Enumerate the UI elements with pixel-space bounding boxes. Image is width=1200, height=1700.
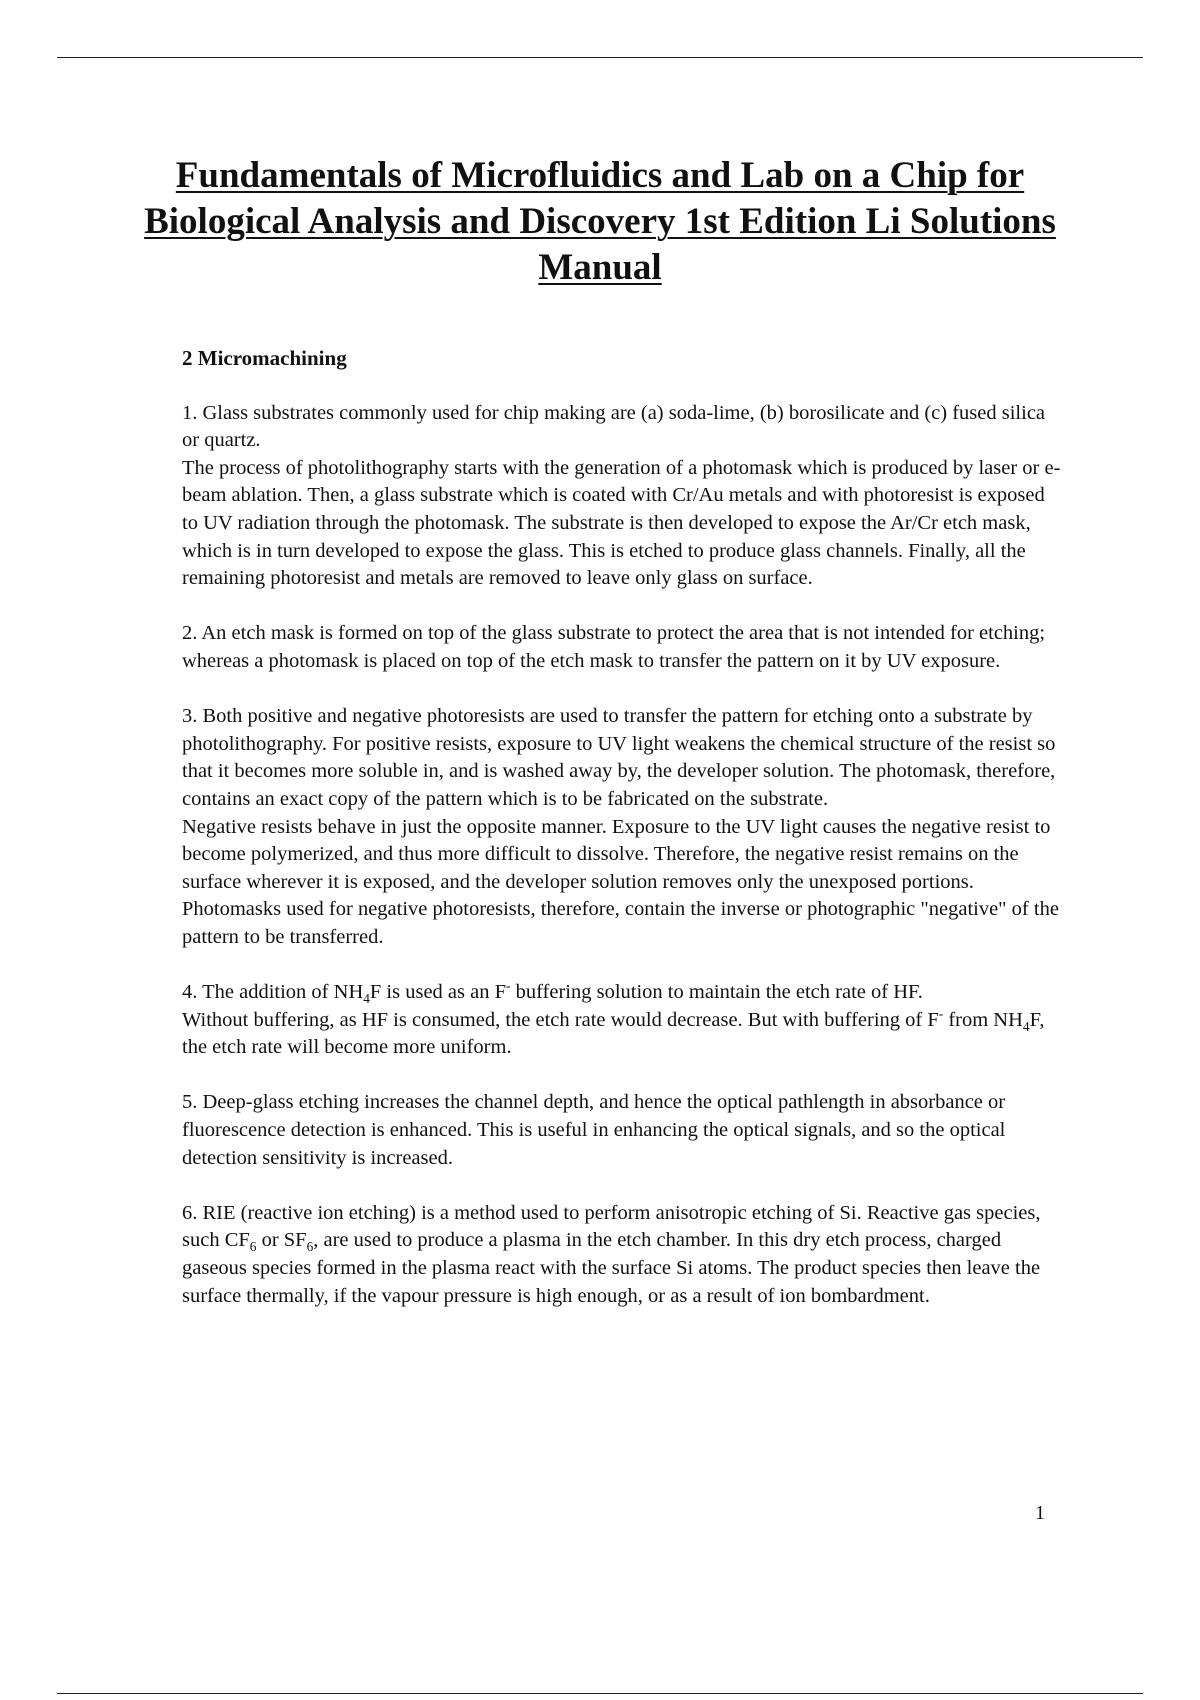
answer-6 [182,1200,1062,1310]
bottom-rule [57,1693,1143,1694]
answer-3 [182,703,1062,951]
answer-4 [182,979,1062,1062]
text-run: 6. RIE (reactive ion etching) is a method used to perform anisotropic etching of Si. Reactive gas species, such CF [182,1201,1041,1252]
superscript: - [938,1005,944,1021]
superscript: - [506,978,511,994]
answer-5: 5. Deep-glass etching increases the channel depth, and hence the optical pathlength in absorbance or fluorescence detection is enhanced. This is useful in enhancing the optical signals, and so the optical detection sensitivity is increased. [182,1091,1006,1169]
subscript: 6 [306,1239,314,1255]
text-run: F, the etch rate will become more uniform. [182,1008,1045,1059]
answer-4-line-1 [182,979,1062,1007]
subscript: 6 [249,1239,257,1255]
answer-2: 2. An etch mask is formed on top of the glass substrate to protect the area that is not intended for etching; whereas a photomask is placed on top of the etch mask to transfer the pattern on it by UV exposure. [182,622,1046,672]
answer-3-positive: 3. Both positive and negative photoresists are used to transfer the pattern for etching onto a substrate by photolithography. For positive resists, exposure to UV light weakens the chemical structure of the resist so that it becomes more soluble in, and is washed away by, the developer solution. The photomask, therefore, contains an exact copy of the pattern which is to be fabricated on the substrate. [182,705,1056,810]
answer-1-intro: 1. Glass substrates commonly used for chip making are (a) soda-lime, (b) borosilicate and (c) fused silica or quartz. [182,401,1046,452]
text-run: , are used to produce a plasma in the etch chamber. In this dry etch process, charged gaseous species formed in the plasma react with the surface Si atoms. The product species then leave the surface thermally, if the vapour pressure is high enough, or as a result of ion bombardment. [182,1229,1041,1307]
subscript: 4 [1022,1018,1030,1034]
top-rule [57,57,1143,58]
page-number: 1 [1035,1502,1045,1524]
text-run: Without buffering, as HF is consumed, the etch rate would decrease. But with buffering of F [182,1008,939,1031]
text-run: buffering solution to maintain the etch rate of HF. [510,981,923,1004]
answer-1 [182,400,1062,593]
text-run: or SF [256,1229,307,1252]
document-body [182,345,1062,1338]
text-run: 4. The addition of NH [182,981,364,1004]
answer-3-negative: Negative resists behave in just the opposite manner. Exposure to the UV light causes the negative resist to become polymerized, and thus more difficult to dissolve. Therefore, the negative resist remains on the surface wherever it is exposed, and the developer solution removes only the unexposed portions. Photomasks used for negative photoresists, therefore, contain the inverse or photographic "negative" of the pattern to be transferred. [182,815,1059,948]
answer-1-process: The process of photolithography starts with the generation of a photomask which is produced by laser or e-beam ablation. Then, a glass substrate which is coated with Cr/Au metals and with photoresist is exposed to UV radiation through the photomask. The substrate is then developed to expose the Ar/Cr etch mask, which is in turn developed to expose the glass. This is etched to produce glass channels. Finally, all the remaining photoresist and metals are removed to leave only glass on surface. [182,456,1061,590]
section-heading: 2 Micromachining [182,346,347,370]
document-title: Fundamentals of Microfluidics and Lab on a Chip for Biological Analysis and Discovery 1st Edition Li Solutions Manual [144,155,1056,288]
text-run: F is used as an F [369,981,507,1004]
answer-4-line-2 [182,1007,1062,1062]
subscript: 4 [363,991,370,1007]
text-run: from NH [943,1008,1023,1031]
